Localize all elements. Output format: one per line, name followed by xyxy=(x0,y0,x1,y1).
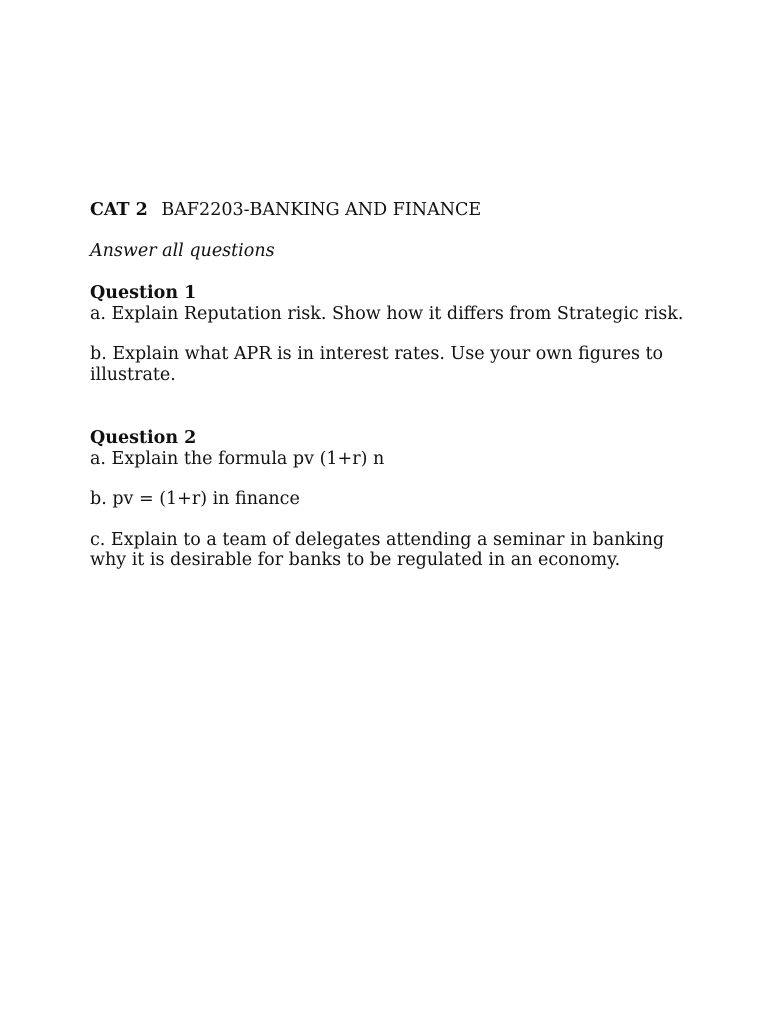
question-2-item-b: b. pv = (1+r) in finance xyxy=(90,489,300,509)
course-title: BAF2203-BANKING AND FINANCE xyxy=(161,200,482,220)
question-2-item-c: c. Explain to a team of delegates attending a seminar in banking why it is desirable for banks to be regulated in an economy. xyxy=(90,529,665,570)
question-2-title: Question 2 xyxy=(90,428,197,448)
question-1-item-a: a. Explain Reputation risk. Show how it differs from Strategic risk. xyxy=(90,303,684,324)
question-1-title: Question 1 xyxy=(90,283,197,303)
question-2-item-a: a. Explain the formula pv (1+r) n xyxy=(90,448,385,469)
question-2 xyxy=(90,428,690,571)
document-page xyxy=(90,200,690,591)
cat-label: CAT 2 xyxy=(90,200,148,220)
question-1 xyxy=(90,283,690,385)
exam-header xyxy=(90,200,690,221)
exam-instruction: Answer all questions xyxy=(90,240,275,261)
question-1-item-b: b. Explain what APR is in interest rates. Use your own figures to illustrate. xyxy=(90,344,664,385)
